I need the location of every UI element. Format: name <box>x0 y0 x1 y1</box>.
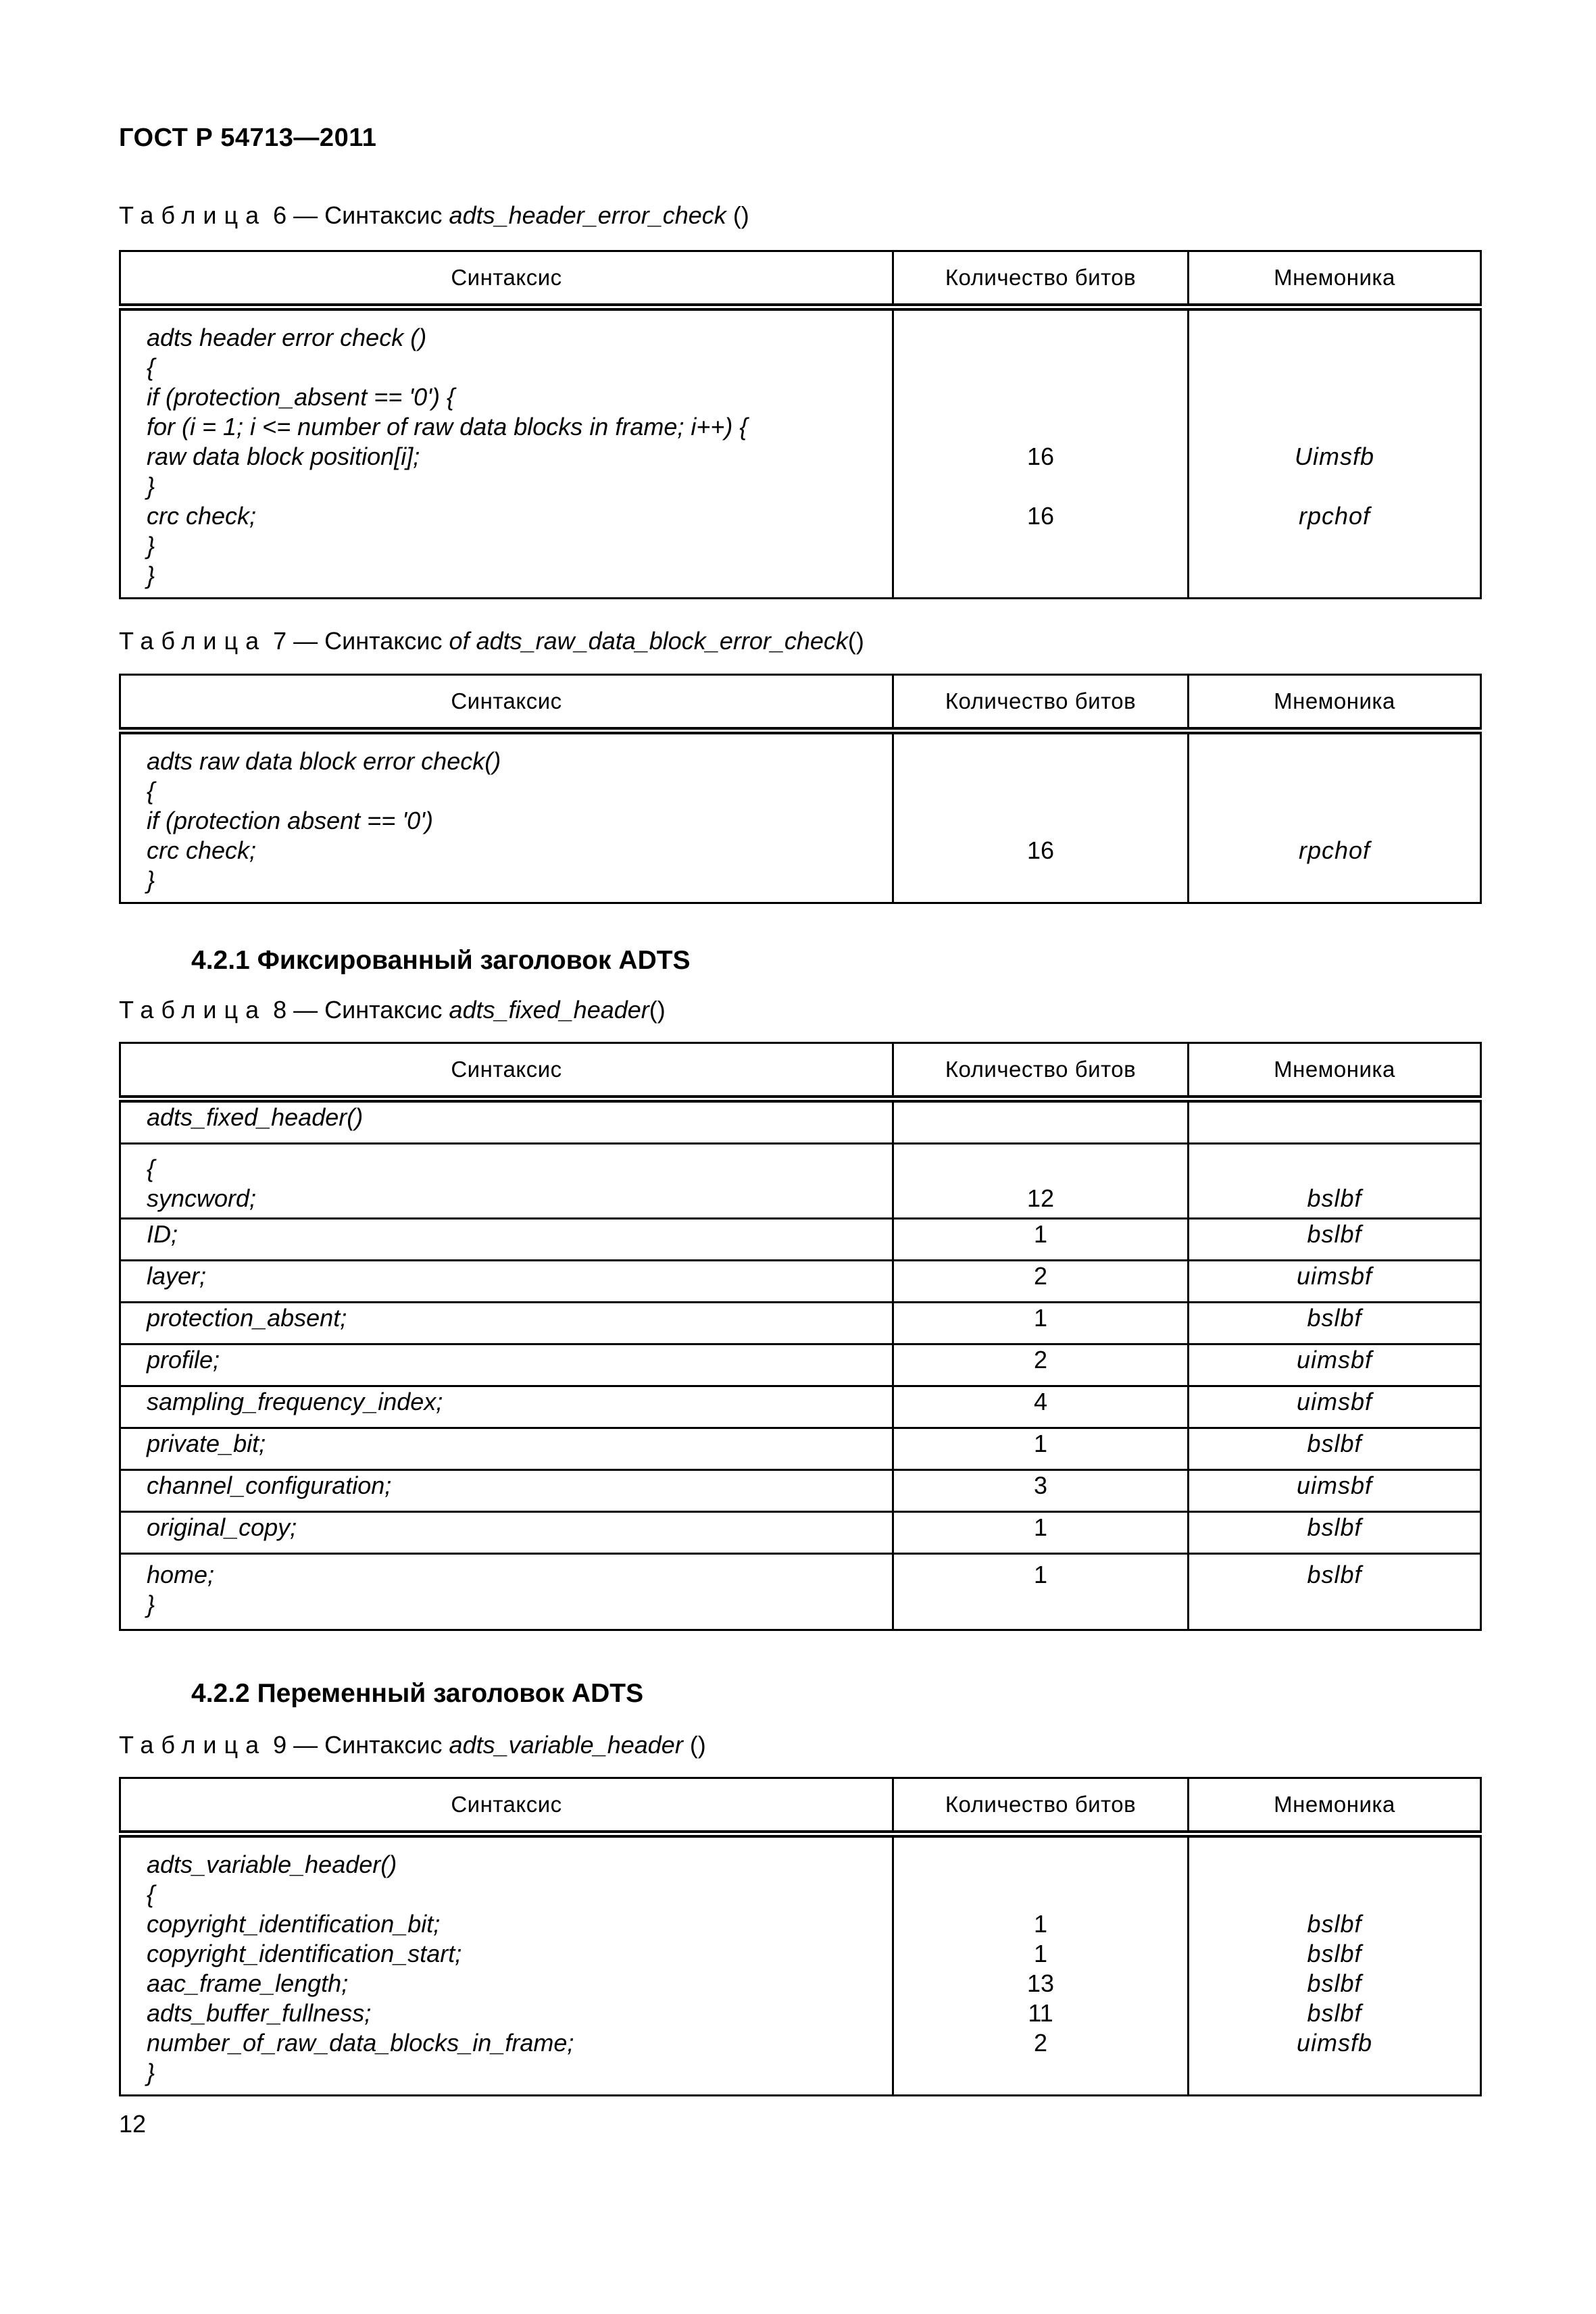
mnemonic-cell <box>1189 1099 1481 1144</box>
mnemonic-value: rpchof <box>1298 502 1371 530</box>
bits-value: 16 <box>1026 443 1055 470</box>
table-row <box>120 1303 1481 1344</box>
table6-caption: Таблица 6 — Синтаксис adts_header_error_check () <box>119 201 749 229</box>
table8-caption: Таблица 8 — Синтаксис adts_fixed_header() <box>119 996 666 1024</box>
code-line: home; <box>147 1561 215 1588</box>
mnemonic-cell: uimsbf <box>1189 1386 1481 1428</box>
mnemonic-cell: bslbf <box>1189 1219 1481 1261</box>
code-line: crc check; <box>147 836 257 864</box>
code-line: aac_frame_length; <box>147 1969 349 1997</box>
table-row <box>120 1344 1481 1386</box>
bits-cell: 1 <box>893 1512 1189 1554</box>
syntax-cell: original_copy; <box>120 1512 893 1554</box>
bits-cell <box>893 307 1189 599</box>
mnemonic-cell: bslbf <box>1189 1512 1481 1554</box>
table-row <box>120 1470 1481 1512</box>
col-header-syntax: Синтаксис <box>120 251 893 307</box>
syntax-cell <box>120 307 893 599</box>
code-line: } <box>147 561 155 589</box>
bits-cell <box>893 1834 1189 2096</box>
code-line: } <box>147 532 155 559</box>
code-line: } <box>147 472 155 500</box>
table6 <box>119 250 1482 599</box>
code-line: raw data block position[i]; <box>147 443 420 470</box>
code-line: } <box>147 2059 155 2086</box>
bits-cell: 1 <box>893 1554 1189 1630</box>
mnemonic-cell: uimsbf <box>1189 1470 1481 1512</box>
code-line: } <box>147 866 155 894</box>
table-row <box>120 1428 1481 1470</box>
syntax-cell: ID; <box>120 1219 893 1261</box>
mnemonic-cell: bslbf <box>1189 1554 1481 1630</box>
syntax-cell: layer; <box>120 1261 893 1303</box>
syntax-cell: protection_absent; <box>120 1303 893 1344</box>
bits-cell: 2 <box>893 1344 1189 1386</box>
syntax-cell <box>120 1144 893 1219</box>
mnemonic-cell: bslbf <box>1189 1428 1481 1470</box>
code-line: copyright_identification_bit; <box>147 1910 441 1938</box>
table-row <box>120 1261 1481 1303</box>
col-header-bits: Количество битов <box>893 675 1189 731</box>
table-row <box>120 1554 1481 1630</box>
table7-caption: Таблица 7 — Синтаксис of adts_raw_data_block_error_check() <box>119 627 864 655</box>
bits-value: 1 <box>1033 1910 1048 1938</box>
syntax-cell: adts_fixed_header() <box>120 1099 893 1144</box>
col-header-mnemonic: Мнемоника <box>1189 1778 1481 1834</box>
col-header-mnemonic: Мнемоника <box>1189 251 1481 307</box>
bits-value: 13 <box>1026 1969 1055 1997</box>
syntax-cell <box>120 731 893 903</box>
bits-cell: 12 <box>893 1144 1189 1219</box>
code-line: copyright_identification_start; <box>147 1940 462 1967</box>
syntax-cell: private_bit; <box>120 1428 893 1470</box>
code-line: adts_buffer_fullness; <box>147 1999 372 2027</box>
code-line: if (protection_absent == '0') { <box>147 383 455 411</box>
bits-value: 1 <box>1033 1940 1048 1967</box>
code-line: if (protection absent == '0') <box>147 807 433 834</box>
bits-cell: 4 <box>893 1386 1189 1428</box>
code-line: number_of_raw_data_blocks_in_frame; <box>147 2029 574 2057</box>
col-header-bits: Количество битов <box>893 1043 1189 1099</box>
code-line: { <box>147 777 155 805</box>
col-header-syntax: Синтаксис <box>120 1043 893 1099</box>
syntax-cell: sampling_frequency_index; <box>120 1386 893 1428</box>
mnemonic-cell: uimsbf <box>1189 1344 1481 1386</box>
table9-caption: Таблица 9 — Синтаксис adts_variable_header () <box>119 1731 706 1759</box>
page-number: 12 <box>119 2110 147 2138</box>
mnemonic-value: bslbf <box>1307 1969 1362 1997</box>
bits-value: 11 <box>1028 1999 1053 2027</box>
mnemonic-cell <box>1189 731 1481 903</box>
mnemonic-cell <box>1189 1834 1481 2096</box>
mnemonic-value: uimsfb <box>1296 2029 1373 2057</box>
code-line: adts header error check () <box>147 324 427 351</box>
bits-cell <box>893 1099 1189 1144</box>
bits-cell: 2 <box>893 1261 1189 1303</box>
mnemonic-cell <box>1189 307 1481 599</box>
col-header-mnemonic: Мнемоника <box>1189 675 1481 731</box>
table7 <box>119 674 1482 904</box>
mnemonic-value: bslbf <box>1307 1940 1362 1967</box>
code-line: { <box>147 1155 155 1182</box>
section-heading-422: 4.2.2 Переменный заголовок ADTS <box>191 1679 644 1708</box>
syntax-cell: channel_configuration; <box>120 1470 893 1512</box>
code-line: syncword; <box>147 1184 257 1212</box>
mnemonic-cell: uimsbf <box>1189 1261 1481 1303</box>
syntax-cell <box>120 1834 893 2096</box>
mnemonic-value: bslbf <box>1307 1999 1362 2027</box>
mnemonic-value: Uimsfb <box>1294 443 1374 470</box>
section-heading-421: 4.2.1 Фиксированный заголовок ADTS <box>191 946 691 975</box>
bits-cell: 3 <box>893 1470 1189 1512</box>
syntax-cell <box>120 1554 893 1630</box>
table-row <box>120 1144 1481 1219</box>
table9 <box>119 1777 1482 2096</box>
code-line: for (i = 1; i <= number of raw data blocks in frame; i++) { <box>147 413 748 441</box>
table-row <box>120 1386 1481 1428</box>
bits-cell <box>893 731 1189 903</box>
mnemonic-value: rpchof <box>1298 836 1371 864</box>
col-header-syntax: Синтаксис <box>120 1778 893 1834</box>
code-line: } <box>147 1590 155 1618</box>
bits-value: 16 <box>1026 502 1055 530</box>
col-header-bits: Количество битов <box>893 1778 1189 1834</box>
standard-code: ГОСТ Р 54713—2011 <box>119 124 377 152</box>
bits-cell: 1 <box>893 1219 1189 1261</box>
mnemonic-cell: bslbf <box>1189 1303 1481 1344</box>
table-row <box>120 1099 1481 1144</box>
mnemonic-cell: bslbf <box>1189 1144 1481 1219</box>
bits-cell: 1 <box>893 1428 1189 1470</box>
col-header-syntax: Синтаксис <box>120 675 893 731</box>
table-row <box>120 1219 1481 1261</box>
code-line: adts_variable_header() <box>147 1851 397 1878</box>
table-row <box>120 1512 1481 1554</box>
code-line: { <box>147 353 155 381</box>
code-line: crc check; <box>147 502 257 530</box>
syntax-cell: profile; <box>120 1344 893 1386</box>
bits-value: 16 <box>1026 836 1055 864</box>
col-header-mnemonic: Мнемоника <box>1189 1043 1481 1099</box>
code-line: { <box>147 1880 155 1908</box>
code-line: adts raw data block error check() <box>147 747 501 775</box>
mnemonic-value: bslbf <box>1307 1910 1362 1938</box>
col-header-bits: Количество битов <box>893 251 1189 307</box>
table8 <box>119 1042 1482 1631</box>
bits-value: 2 <box>1033 2029 1048 2057</box>
bits-cell: 1 <box>893 1303 1189 1344</box>
